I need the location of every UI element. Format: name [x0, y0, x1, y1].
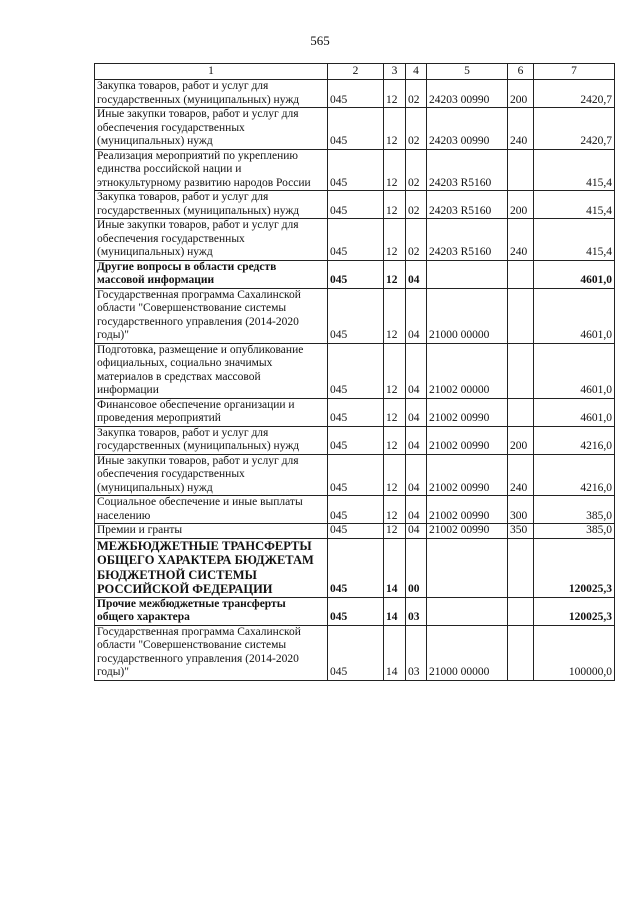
- row-target-code-cell: 24203 R5160: [427, 149, 508, 191]
- row-section-cell: 12: [384, 496, 406, 524]
- row-amount-cell: 4601,0: [534, 398, 615, 426]
- column-header: 5: [427, 64, 508, 80]
- row-target-code-cell: 24203 R5160: [427, 191, 508, 219]
- row-subsection-cell: 02: [406, 191, 427, 219]
- row-target-code-cell: 21002 00000: [427, 343, 508, 398]
- row-name-cell: Государственная программа Сахалинской области "Совершенствование системы государственного управления (2014-2020 годы)": [95, 288, 328, 343]
- row-amount-cell: 100000,0: [534, 625, 615, 680]
- row-ved-cell: 045: [328, 260, 384, 288]
- row-amount-cell: 4601,0: [534, 343, 615, 398]
- column-header: 4: [406, 64, 427, 80]
- row-subsection-cell: 02: [406, 149, 427, 191]
- row-expense-type-cell: [508, 597, 534, 625]
- row-target-code-cell: [427, 597, 508, 625]
- row-name-cell: Прочие межбюджетные трансферты общего характера: [95, 597, 328, 625]
- row-target-code-cell: [427, 538, 508, 597]
- row-section-cell: 12: [384, 426, 406, 454]
- row-expense-type-cell: [508, 260, 534, 288]
- row-name-cell: Иные закупки товаров, работ и услуг для обеспечения государственных (муниципальных) нужд: [95, 108, 328, 150]
- row-expense-type-cell: 240: [508, 454, 534, 496]
- row-amount-cell: 2420,7: [534, 108, 615, 150]
- row-expense-type-cell: 240: [508, 108, 534, 150]
- row-amount-cell: 415,4: [534, 219, 615, 261]
- page-number: 565: [310, 33, 330, 48]
- row-subsection-cell: 04: [406, 260, 427, 288]
- row-name-cell: Финансовое обеспечение организации и проведения мероприятий: [95, 398, 328, 426]
- row-ved-cell: 045: [328, 625, 384, 680]
- row-name-cell: Реализация мероприятий по укреплению единства российской нации и этнокультурному развитию народов России: [95, 149, 328, 191]
- row-target-code-cell: 21000 00000: [427, 625, 508, 680]
- row-amount-cell: 120025,3: [534, 538, 615, 597]
- row-expense-type-cell: 200: [508, 191, 534, 219]
- row-amount-cell: 120025,3: [534, 597, 615, 625]
- column-header: 6: [508, 64, 534, 80]
- table-row: [95, 108, 615, 150]
- row-ved-cell: 045: [328, 80, 384, 108]
- row-name-cell: Премии и гранты: [95, 524, 328, 539]
- table-row: [95, 625, 615, 680]
- row-expense-type-cell: [508, 398, 534, 426]
- row-subsection-cell: 02: [406, 80, 427, 108]
- row-name-cell: Социальное обеспечение и иные выплаты населению: [95, 496, 328, 524]
- row-section-cell: 12: [384, 108, 406, 150]
- budget-table: [94, 63, 615, 681]
- row-section-cell: 12: [384, 191, 406, 219]
- row-name-cell: Закупка товаров, работ и услуг для государственных (муниципальных) нужд: [95, 191, 328, 219]
- row-target-code-cell: 24203 00990: [427, 80, 508, 108]
- row-section-cell: 12: [384, 398, 406, 426]
- row-target-code-cell: 21002 00990: [427, 426, 508, 454]
- table-row: [95, 80, 615, 108]
- row-ved-cell: 045: [328, 496, 384, 524]
- column-header: 2: [328, 64, 384, 80]
- table-row: [95, 538, 615, 597]
- column-header: 1: [95, 64, 328, 80]
- row-amount-cell: 415,4: [534, 149, 615, 191]
- row-section-cell: 12: [384, 454, 406, 496]
- row-amount-cell: 415,4: [534, 191, 615, 219]
- row-ved-cell: 045: [328, 108, 384, 150]
- row-section-cell: 14: [384, 625, 406, 680]
- table-row: [95, 398, 615, 426]
- row-target-code-cell: 24203 00990: [427, 108, 508, 150]
- row-section-cell: 14: [384, 538, 406, 597]
- row-ved-cell: 045: [328, 597, 384, 625]
- column-header: 7: [534, 64, 615, 80]
- row-ved-cell: 045: [328, 426, 384, 454]
- row-subsection-cell: 04: [406, 288, 427, 343]
- table-header-row: [95, 64, 615, 80]
- row-target-code-cell: 21002 00990: [427, 398, 508, 426]
- table-row: [95, 191, 615, 219]
- row-ved-cell: 045: [328, 343, 384, 398]
- column-header: 3: [384, 64, 406, 80]
- row-target-code-cell: 24203 R5160: [427, 219, 508, 261]
- row-expense-type-cell: [508, 625, 534, 680]
- row-target-code-cell: [427, 260, 508, 288]
- table-row: [95, 260, 615, 288]
- row-ved-cell: 045: [328, 288, 384, 343]
- row-ved-cell: 045: [328, 454, 384, 496]
- row-subsection-cell: 02: [406, 219, 427, 261]
- row-section-cell: 12: [384, 343, 406, 398]
- row-target-code-cell: 21002 00990: [427, 524, 508, 539]
- row-ved-cell: 045: [328, 149, 384, 191]
- row-expense-type-cell: 240: [508, 219, 534, 261]
- row-section-cell: 12: [384, 80, 406, 108]
- table-row: [95, 219, 615, 261]
- row-section-cell: 12: [384, 524, 406, 539]
- row-amount-cell: 4601,0: [534, 288, 615, 343]
- table-row: [95, 426, 615, 454]
- row-ved-cell: 045: [328, 191, 384, 219]
- row-subsection-cell: 04: [406, 398, 427, 426]
- row-amount-cell: 2420,7: [534, 80, 615, 108]
- row-section-cell: 12: [384, 149, 406, 191]
- row-ved-cell: 045: [328, 524, 384, 539]
- row-subsection-cell: 04: [406, 426, 427, 454]
- row-target-code-cell: 21002 00990: [427, 454, 508, 496]
- row-name-cell: Иные закупки товаров, работ и услуг для обеспечения государственных (муниципальных) нужд: [95, 219, 328, 261]
- row-expense-type-cell: [508, 288, 534, 343]
- row-ved-cell: 045: [328, 398, 384, 426]
- row-ved-cell: 045: [328, 219, 384, 261]
- row-amount-cell: 4601,0: [534, 260, 615, 288]
- row-amount-cell: 385,0: [534, 496, 615, 524]
- row-name-cell: Другие вопросы в области средств массовой информации: [95, 260, 328, 288]
- row-subsection-cell: 04: [406, 524, 427, 539]
- row-expense-type-cell: [508, 149, 534, 191]
- row-amount-cell: 4216,0: [534, 454, 615, 496]
- row-ved-cell: 045: [328, 538, 384, 597]
- row-subsection-cell: 04: [406, 454, 427, 496]
- table-row: [95, 496, 615, 524]
- row-expense-type-cell: 200: [508, 426, 534, 454]
- table-row: [95, 149, 615, 191]
- row-name-cell: Подготовка, размещение и опубликование официальных, социально значимых материалов в средствах массовой информации: [95, 343, 328, 398]
- table-row: [95, 454, 615, 496]
- row-amount-cell: 385,0: [534, 524, 615, 539]
- row-section-cell: 12: [384, 219, 406, 261]
- row-target-code-cell: 21000 00000: [427, 288, 508, 343]
- row-target-code-cell: 21002 00990: [427, 496, 508, 524]
- row-subsection-cell: 04: [406, 496, 427, 524]
- row-subsection-cell: 04: [406, 343, 427, 398]
- row-expense-type-cell: [508, 343, 534, 398]
- row-expense-type-cell: [508, 538, 534, 597]
- row-name-cell: МЕЖБЮДЖЕТНЫЕ ТРАНСФЕРТЫ ОБЩЕГО ХАРАКТЕРА БЮДЖЕТАМ БЮДЖЕТНОЙ СИСТЕМЫ РОССИЙСКОЙ ФЕДЕРАЦИИ: [95, 538, 328, 597]
- row-expense-type-cell: 350: [508, 524, 534, 539]
- table-row: [95, 288, 615, 343]
- row-section-cell: 14: [384, 597, 406, 625]
- row-subsection-cell: 03: [406, 625, 427, 680]
- row-section-cell: 12: [384, 260, 406, 288]
- row-section-cell: 12: [384, 288, 406, 343]
- row-name-cell: Государственная программа Сахалинской области "Совершенствование системы государственного управления (2014-2020 годы)": [95, 625, 328, 680]
- table-row: [95, 524, 615, 539]
- row-subsection-cell: 03: [406, 597, 427, 625]
- row-expense-type-cell: 200: [508, 80, 534, 108]
- row-name-cell: Иные закупки товаров, работ и услуг для обеспечения государственных (муниципальных) нужд: [95, 454, 328, 496]
- row-subsection-cell: 00: [406, 538, 427, 597]
- row-subsection-cell: 02: [406, 108, 427, 150]
- row-expense-type-cell: 300: [508, 496, 534, 524]
- row-name-cell: Закупка товаров, работ и услуг для государственных (муниципальных) нужд: [95, 80, 328, 108]
- row-name-cell: Закупка товаров, работ и услуг для государственных (муниципальных) нужд: [95, 426, 328, 454]
- row-amount-cell: 4216,0: [534, 426, 615, 454]
- table-row: [95, 343, 615, 398]
- table-row: [95, 597, 615, 625]
